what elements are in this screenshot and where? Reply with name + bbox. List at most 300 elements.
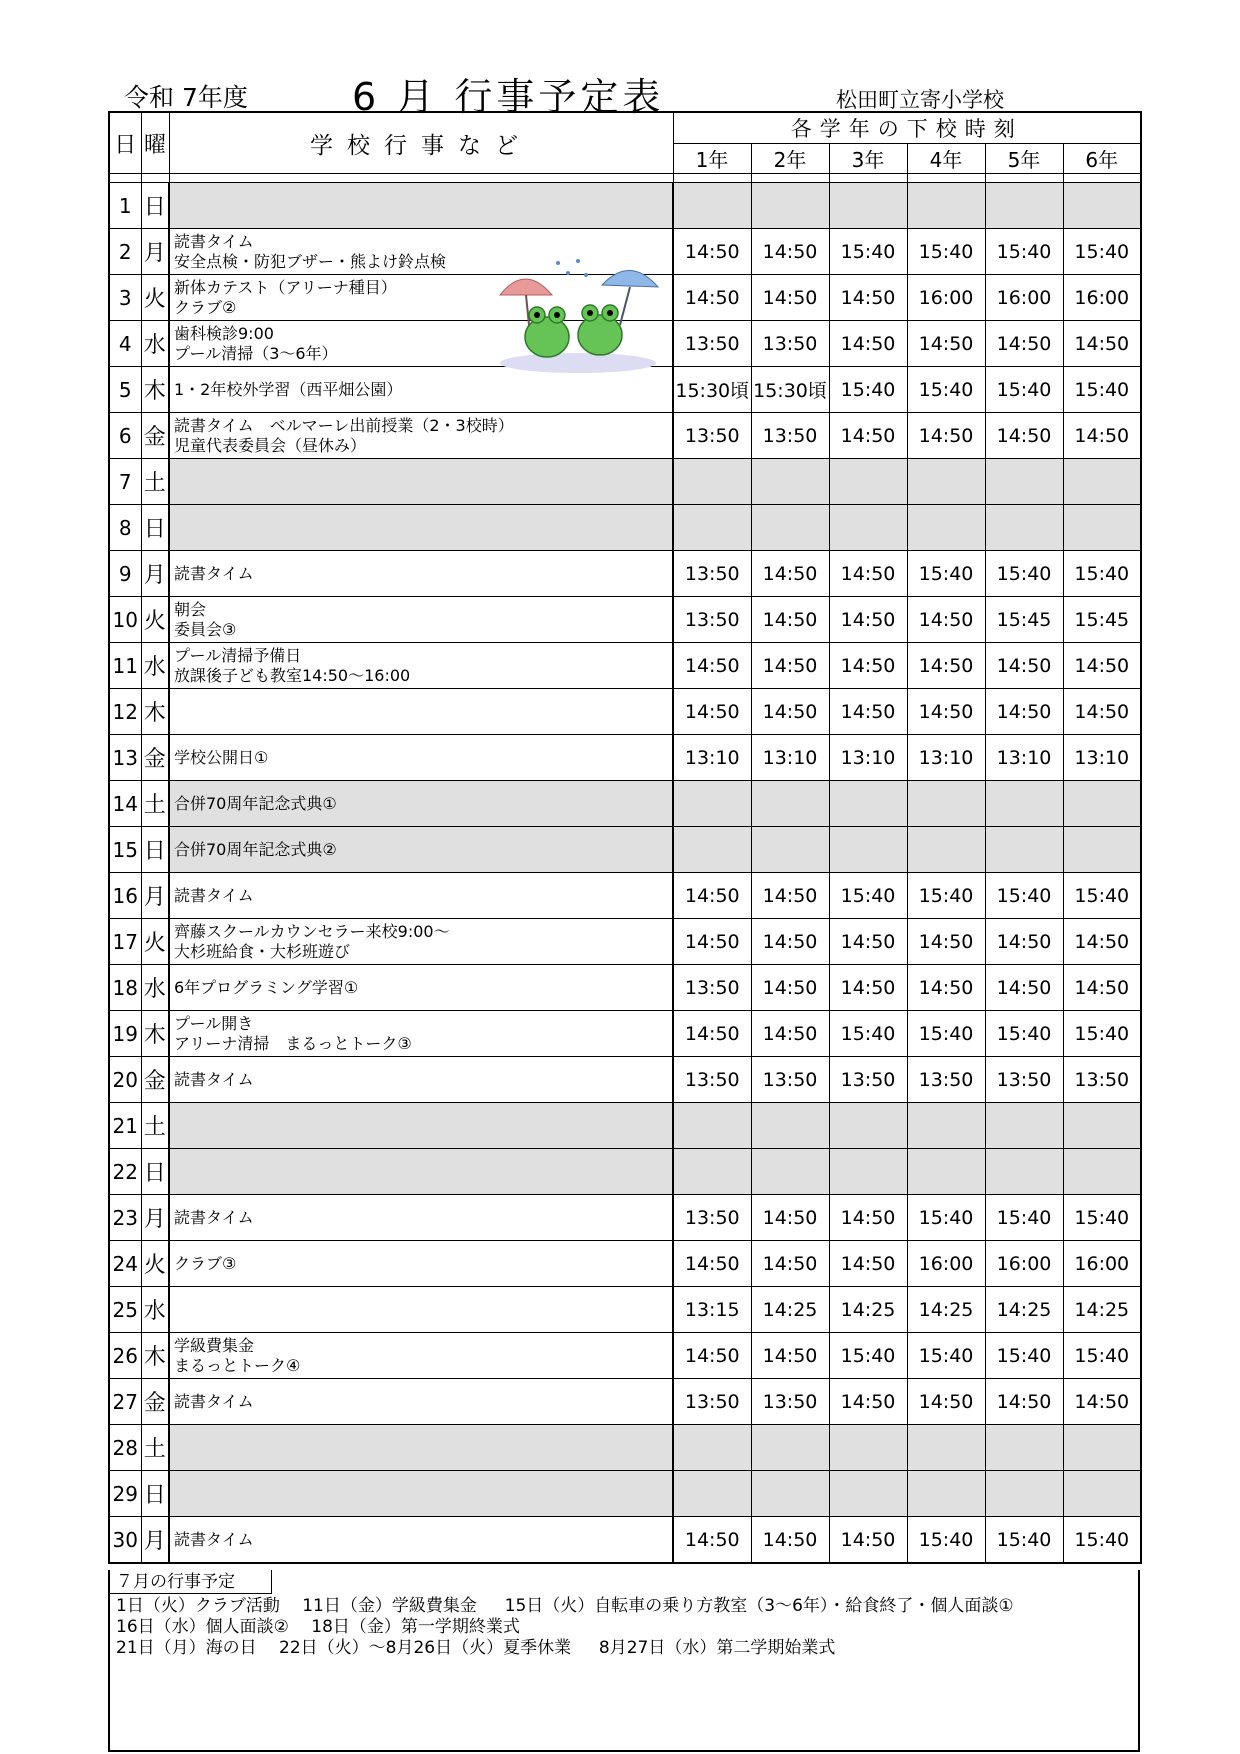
dismissal-time-cell: 13:10 bbox=[829, 735, 907, 781]
event-line: 朝会 bbox=[174, 599, 207, 619]
dismissal-time-cell: 15:40 bbox=[907, 873, 985, 919]
dismissal-time-cell: 15:40 bbox=[1063, 1011, 1141, 1057]
dismissal-time-cell: 13:10 bbox=[673, 735, 751, 781]
dismissal-time-cell: 14:50 bbox=[1063, 689, 1141, 735]
weekday: 木 bbox=[141, 367, 169, 413]
weekday: 日 bbox=[141, 1149, 169, 1195]
schedule-row bbox=[109, 459, 1141, 505]
dismissal-time-cell: 15:40 bbox=[1063, 873, 1141, 919]
dismissal-time-cell: 14:50 bbox=[673, 1333, 751, 1379]
dismissal-time-cell bbox=[985, 1425, 1063, 1471]
event-line: プール開き bbox=[174, 1013, 254, 1033]
weekday: 月 bbox=[141, 229, 169, 275]
events-column-header: 学校行事など bbox=[169, 112, 673, 174]
dismissal-time-cell: 14:50 bbox=[673, 1011, 751, 1057]
dismissal-time-cell: 14:50 bbox=[751, 597, 829, 643]
dismissal-time-cell: 13:50 bbox=[751, 1057, 829, 1103]
event-cell bbox=[169, 689, 673, 735]
dismissal-time-cell: 14:50 bbox=[985, 1379, 1063, 1425]
weekday: 水 bbox=[141, 643, 169, 689]
frog-left-icon bbox=[525, 307, 569, 357]
dismissal-time-cell bbox=[751, 1471, 829, 1517]
schedule-row bbox=[109, 827, 1141, 873]
weekday: 火 bbox=[141, 919, 169, 965]
frogs-with-umbrellas-illustration bbox=[490, 255, 665, 375]
dismissal-time-cell: 14:50 bbox=[907, 597, 985, 643]
dismissal-time-cell: 14:50 bbox=[673, 1241, 751, 1287]
dismissal-time-cell: 14:50 bbox=[1063, 643, 1141, 689]
dismissal-time-cell: 14:50 bbox=[829, 597, 907, 643]
dismissal-time-cell bbox=[1063, 827, 1141, 873]
event-line: 読書タイム bbox=[174, 1529, 254, 1549]
day-number: 26 bbox=[109, 1333, 141, 1379]
event-line: プール清掃予備日 bbox=[174, 645, 302, 665]
event-line: アリーナ清掃 まるっとトーク③ bbox=[174, 1033, 412, 1053]
dismissal-time-cell: 15:40 bbox=[985, 1195, 1063, 1241]
dismissal-time-cell: 15:40 bbox=[1063, 1517, 1141, 1564]
day-number: 10 bbox=[109, 597, 141, 643]
dismissal-time-cell: 15:40 bbox=[829, 367, 907, 413]
schedule-row bbox=[109, 551, 1141, 597]
event-line: 齊藤スクールカウンセラー来校9:00～ bbox=[174, 921, 450, 941]
event-line: 読書タイム bbox=[174, 1207, 254, 1227]
schedule-row bbox=[109, 1379, 1141, 1425]
day-number: 22 bbox=[109, 1149, 141, 1195]
dismissal-time-cell: 15:45 bbox=[985, 597, 1063, 643]
dismissal-time-cell bbox=[907, 1471, 985, 1517]
day-number: 7 bbox=[109, 459, 141, 505]
weekday: 火 bbox=[141, 1241, 169, 1287]
schedule-row bbox=[109, 597, 1141, 643]
weekday: 日 bbox=[141, 1471, 169, 1517]
dismissal-times-header: 各学年の下校時刻 bbox=[673, 112, 1141, 144]
dismissal-time-cell: 13:50 bbox=[673, 1379, 751, 1425]
dismissal-time-cell: 13:50 bbox=[985, 1057, 1063, 1103]
weekday: 日 bbox=[141, 505, 169, 551]
dismissal-time-cell: 14:50 bbox=[829, 965, 907, 1011]
event-line: 新体カテスト（アリーナ種目） bbox=[174, 277, 397, 297]
dismissal-time-cell: 14:50 bbox=[985, 413, 1063, 459]
schedule-row bbox=[109, 1241, 1141, 1287]
grade-header: 1年 bbox=[673, 144, 751, 174]
weekday: 木 bbox=[141, 1011, 169, 1057]
weekday: 土 bbox=[141, 459, 169, 505]
grade-header: 3年 bbox=[829, 144, 907, 174]
event-cell bbox=[169, 827, 673, 873]
dismissal-time-cell bbox=[673, 1471, 751, 1517]
weekday: 火 bbox=[141, 275, 169, 321]
schedule-row bbox=[109, 505, 1141, 551]
dismissal-time-cell: 15:40 bbox=[985, 1333, 1063, 1379]
day-number: 17 bbox=[109, 919, 141, 965]
dismissal-time-cell: 13:50 bbox=[673, 551, 751, 597]
dismissal-time-cell: 14:50 bbox=[829, 275, 907, 321]
day-number: 30 bbox=[109, 1517, 141, 1564]
day-number: 3 bbox=[109, 275, 141, 321]
dismissal-time-cell bbox=[907, 1103, 985, 1149]
day-number: 20 bbox=[109, 1057, 141, 1103]
event-cell bbox=[169, 919, 673, 965]
dismissal-time-cell bbox=[673, 827, 751, 873]
dismissal-time-cell bbox=[1063, 781, 1141, 827]
event-line: 大杉班給食・大杉班遊び bbox=[174, 941, 351, 961]
dismissal-time-cell: 15:40 bbox=[1063, 1333, 1141, 1379]
dismissal-time-cell: 15:40 bbox=[1063, 229, 1141, 275]
dismissal-time-cell bbox=[985, 1149, 1063, 1195]
dismissal-time-cell: 16:00 bbox=[985, 1241, 1063, 1287]
weekday: 木 bbox=[141, 1333, 169, 1379]
dismissal-time-cell bbox=[907, 781, 985, 827]
event-cell bbox=[169, 873, 673, 919]
event-cell bbox=[169, 1425, 673, 1471]
dismissal-time-cell: 14:50 bbox=[1063, 965, 1141, 1011]
dismissal-time-cell bbox=[1063, 505, 1141, 551]
day-number: 19 bbox=[109, 1011, 141, 1057]
event-line: 読書タイム bbox=[174, 1391, 254, 1411]
event-line: 6年プログラミング学習① bbox=[174, 977, 359, 997]
dismissal-time-cell: 14:50 bbox=[985, 965, 1063, 1011]
dismissal-time-cell: 15:40 bbox=[985, 1517, 1063, 1564]
dismissal-time-cell: 14:50 bbox=[829, 1379, 907, 1425]
event-line: プール清掃（3～6年） bbox=[174, 343, 338, 363]
event-line: 学級費集金 bbox=[174, 1335, 255, 1355]
weekday-column-header: 曜 bbox=[141, 112, 169, 174]
dismissal-time-cell: 14:50 bbox=[751, 1241, 829, 1287]
event-cell bbox=[169, 781, 673, 827]
day-number: 27 bbox=[109, 1379, 141, 1425]
dismissal-time-cell: 15:30頃 bbox=[751, 367, 829, 413]
day-number: 2 bbox=[109, 229, 141, 275]
event-cell bbox=[169, 597, 673, 643]
dismissal-time-cell: 14:50 bbox=[751, 275, 829, 321]
dismissal-time-cell: 14:50 bbox=[829, 643, 907, 689]
dismissal-time-cell: 13:50 bbox=[673, 1195, 751, 1241]
dismissal-time-cell bbox=[985, 1103, 1063, 1149]
dismissal-time-cell: 14:50 bbox=[1063, 321, 1141, 367]
dismissal-time-cell bbox=[829, 781, 907, 827]
day-number: 4 bbox=[109, 321, 141, 367]
schedule-row bbox=[109, 689, 1141, 735]
day-number: 9 bbox=[109, 551, 141, 597]
dismissal-time-cell bbox=[985, 183, 1063, 229]
event-line: 読書タイム bbox=[174, 231, 254, 251]
dismissal-time-cell bbox=[829, 459, 907, 505]
dismissal-time-cell bbox=[985, 827, 1063, 873]
event-line: まるっとトーク④ bbox=[174, 1355, 301, 1375]
event-cell bbox=[169, 1241, 673, 1287]
dismissal-time-cell bbox=[829, 1149, 907, 1195]
day-number: 29 bbox=[109, 1471, 141, 1517]
event-cell bbox=[169, 1057, 673, 1103]
dismissal-time-cell bbox=[751, 1149, 829, 1195]
day-number: 5 bbox=[109, 367, 141, 413]
dismissal-time-cell: 15:40 bbox=[907, 367, 985, 413]
dismissal-time-cell: 14:50 bbox=[673, 229, 751, 275]
event-cell bbox=[169, 1149, 673, 1195]
dismissal-time-cell bbox=[673, 505, 751, 551]
dismissal-time-cell bbox=[751, 505, 829, 551]
page-title: 6 月 行事予定表 bbox=[352, 75, 665, 119]
dismissal-time-cell bbox=[673, 459, 751, 505]
july-events-line: 1日（火）クラブ活動 11日（金）学級費集金 15日（火）自転車の乗り方教室（3～6年）・給食終了・個人面談① bbox=[116, 1596, 1014, 1616]
weekday: 水 bbox=[141, 321, 169, 367]
dismissal-time-cell: 14:50 bbox=[829, 689, 907, 735]
raindrops-icon bbox=[556, 259, 588, 277]
event-line: 児童代表委員会（昼休み） bbox=[174, 435, 367, 455]
dismissal-time-cell: 14:50 bbox=[907, 689, 985, 735]
dismissal-time-cell bbox=[985, 781, 1063, 827]
dismissal-time-cell bbox=[1063, 1471, 1141, 1517]
schedule-row bbox=[109, 735, 1141, 781]
dismissal-time-cell: 13:50 bbox=[1063, 1057, 1141, 1103]
dismissal-time-cell: 14:50 bbox=[673, 689, 751, 735]
dismissal-time-cell: 14:50 bbox=[985, 919, 1063, 965]
weekday: 金 bbox=[141, 1057, 169, 1103]
event-line: 合併70周年記念式典② bbox=[174, 839, 337, 859]
schedule-row bbox=[109, 1149, 1141, 1195]
dismissal-time-cell: 14:50 bbox=[751, 1333, 829, 1379]
schedule-row bbox=[109, 873, 1141, 919]
dismissal-time-cell: 13:50 bbox=[673, 1057, 751, 1103]
dismissal-time-cell: 14:50 bbox=[985, 689, 1063, 735]
dismissal-time-cell: 14:25 bbox=[1063, 1287, 1141, 1333]
dismissal-time-cell: 14:50 bbox=[673, 275, 751, 321]
dismissal-time-cell: 14:25 bbox=[985, 1287, 1063, 1333]
dismissal-time-cell: 14:50 bbox=[907, 919, 985, 965]
event-line: 安全点検・防犯ブザー・熊よけ鈴点検 bbox=[174, 251, 447, 271]
weekday: 月 bbox=[141, 1517, 169, 1564]
fiscal-year-label: 令和 7年度 bbox=[124, 83, 248, 112]
dismissal-time-cell: 15:40 bbox=[985, 873, 1063, 919]
event-cell bbox=[169, 1103, 673, 1149]
day-number: 15 bbox=[109, 827, 141, 873]
dismissal-time-cell bbox=[1063, 1103, 1141, 1149]
day-number: 24 bbox=[109, 1241, 141, 1287]
school-name: 松田町立寄小学校 bbox=[836, 88, 1004, 112]
dismissal-time-cell bbox=[1063, 1425, 1141, 1471]
weekday: 日 bbox=[141, 827, 169, 873]
dismissal-time-cell: 14:50 bbox=[751, 643, 829, 689]
july-events-box bbox=[108, 1570, 1140, 1752]
grade-header: 4年 bbox=[907, 144, 985, 174]
dismissal-time-cell: 15:40 bbox=[1063, 551, 1141, 597]
event-line: 学校公開日① bbox=[174, 747, 269, 767]
dismissal-time-cell bbox=[829, 505, 907, 551]
puddle-shape bbox=[500, 353, 656, 373]
dismissal-time-cell: 13:50 bbox=[673, 597, 751, 643]
schedule-row bbox=[109, 183, 1141, 229]
dismissal-time-cell: 14:50 bbox=[829, 1241, 907, 1287]
dismissal-time-cell bbox=[1063, 183, 1141, 229]
dismissal-time-cell: 15:40 bbox=[985, 551, 1063, 597]
dismissal-time-cell: 14:50 bbox=[907, 413, 985, 459]
dismissal-time-cell: 14:50 bbox=[829, 321, 907, 367]
dismissal-time-cell: 15:40 bbox=[907, 1517, 985, 1564]
weekday: 日 bbox=[141, 183, 169, 229]
dismissal-time-cell: 14:50 bbox=[829, 413, 907, 459]
dismissal-time-cell bbox=[751, 459, 829, 505]
event-cell bbox=[169, 735, 673, 781]
event-line: 1・2年校外学習（西平畑公園） bbox=[174, 379, 403, 399]
dismissal-time-cell: 16:00 bbox=[1063, 275, 1141, 321]
weekday: 月 bbox=[141, 873, 169, 919]
weekday: 土 bbox=[141, 781, 169, 827]
dismissal-time-cell: 15:30頃 bbox=[673, 367, 751, 413]
weekday: 土 bbox=[141, 1103, 169, 1149]
event-cell bbox=[169, 1287, 673, 1333]
weekday: 金 bbox=[141, 735, 169, 781]
frog-right-icon bbox=[578, 305, 622, 355]
dismissal-time-cell: 14:50 bbox=[673, 919, 751, 965]
dismissal-time-cell: 15:40 bbox=[829, 873, 907, 919]
schedule-row bbox=[109, 1011, 1141, 1057]
dismissal-time-cell: 14:50 bbox=[985, 321, 1063, 367]
july-events-line: 16日（水）個人面談② 18日（金）第一学期終業式 bbox=[116, 1617, 520, 1637]
event-line: 委員会③ bbox=[174, 619, 237, 639]
dismissal-time-cell bbox=[751, 1103, 829, 1149]
dismissal-time-cell bbox=[1063, 459, 1141, 505]
dismissal-time-cell: 15:40 bbox=[1063, 1195, 1141, 1241]
dismissal-time-cell: 13:10 bbox=[1063, 735, 1141, 781]
event-cell bbox=[169, 965, 673, 1011]
event-cell bbox=[169, 643, 673, 689]
dismissal-time-cell: 15:40 bbox=[907, 229, 985, 275]
dismissal-time-cell bbox=[907, 459, 985, 505]
event-cell bbox=[169, 1195, 673, 1241]
dismissal-time-cell: 14:50 bbox=[751, 1011, 829, 1057]
dismissal-time-cell: 14:50 bbox=[1063, 919, 1141, 965]
schedule-row bbox=[109, 1103, 1141, 1149]
weekday: 金 bbox=[141, 1379, 169, 1425]
dismissal-time-cell: 13:50 bbox=[751, 413, 829, 459]
dismissal-time-cell: 15:40 bbox=[829, 1011, 907, 1057]
dismissal-time-cell: 13:50 bbox=[673, 965, 751, 1011]
event-line: 読書タイム bbox=[174, 1069, 254, 1089]
dismissal-time-cell: 14:50 bbox=[673, 643, 751, 689]
schedule-row bbox=[109, 1287, 1141, 1333]
dismissal-time-cell bbox=[673, 1103, 751, 1149]
dismissal-time-cell bbox=[907, 1149, 985, 1195]
weekday: 水 bbox=[141, 1287, 169, 1333]
dismissal-time-cell: 16:00 bbox=[1063, 1241, 1141, 1287]
dismissal-time-cell bbox=[985, 459, 1063, 505]
dismissal-time-cell bbox=[751, 183, 829, 229]
weekday: 火 bbox=[141, 597, 169, 643]
event-line: クラブ② bbox=[174, 297, 237, 317]
dismissal-time-cell: 15:40 bbox=[907, 551, 985, 597]
dismissal-time-cell: 13:50 bbox=[751, 1379, 829, 1425]
july-events-label: ７月の行事予定 bbox=[110, 1570, 272, 1594]
dismissal-time-cell: 13:50 bbox=[673, 413, 751, 459]
dismissal-time-cell: 15:40 bbox=[985, 367, 1063, 413]
event-cell bbox=[169, 551, 673, 597]
weekday: 月 bbox=[141, 551, 169, 597]
dismissal-time-cell bbox=[673, 781, 751, 827]
dismissal-time-cell: 13:10 bbox=[907, 735, 985, 781]
schedule-row bbox=[109, 1057, 1141, 1103]
day-number: 6 bbox=[109, 413, 141, 459]
event-line: 放課後子ども教室14:50～16:00 bbox=[174, 665, 411, 685]
dismissal-time-cell: 14:50 bbox=[751, 229, 829, 275]
event-line: 合併70周年記念式典① bbox=[174, 793, 337, 813]
dismissal-time-cell: 13:10 bbox=[751, 735, 829, 781]
event-line: 読書タイム ベルマーレ出前授業（2・3校時） bbox=[174, 415, 514, 435]
dismissal-time-cell: 14:50 bbox=[673, 1517, 751, 1564]
dismissal-time-cell: 14:50 bbox=[907, 965, 985, 1011]
dismissal-time-cell: 16:00 bbox=[907, 1241, 985, 1287]
dismissal-time-cell bbox=[907, 827, 985, 873]
schedule-row bbox=[109, 919, 1141, 965]
event-line: クラブ③ bbox=[174, 1253, 237, 1273]
dismissal-time-cell: 14:50 bbox=[829, 1517, 907, 1564]
dismissal-time-cell bbox=[829, 1425, 907, 1471]
grade-header: 2年 bbox=[751, 144, 829, 174]
dismissal-time-cell: 14:50 bbox=[907, 1379, 985, 1425]
dismissal-time-cell bbox=[907, 505, 985, 551]
day-number: 25 bbox=[109, 1287, 141, 1333]
dismissal-time-cell bbox=[907, 1425, 985, 1471]
dismissal-time-cell: 14:50 bbox=[1063, 1379, 1141, 1425]
dismissal-time-cell bbox=[751, 1425, 829, 1471]
event-line: 読書タイム bbox=[174, 885, 254, 905]
dismissal-time-cell: 13:50 bbox=[751, 321, 829, 367]
day-number: 21 bbox=[109, 1103, 141, 1149]
dismissal-time-cell bbox=[907, 183, 985, 229]
schedule-row bbox=[109, 781, 1141, 827]
dismissal-time-cell: 14:50 bbox=[829, 551, 907, 597]
dismissal-time-cell: 13:50 bbox=[829, 1057, 907, 1103]
schedule-rows bbox=[109, 183, 1141, 1564]
schedule-row bbox=[109, 643, 1141, 689]
dismissal-time-cell bbox=[751, 781, 829, 827]
schedule-row bbox=[109, 1517, 1141, 1564]
dismissal-time-cell: 15:40 bbox=[829, 229, 907, 275]
dismissal-time-cell bbox=[751, 827, 829, 873]
event-cell bbox=[169, 1517, 673, 1564]
grade-header: 6年 bbox=[1063, 144, 1141, 174]
day-number: 28 bbox=[109, 1425, 141, 1471]
schedule-row bbox=[109, 1425, 1141, 1471]
event-cell bbox=[169, 1379, 673, 1425]
dismissal-time-cell: 15:40 bbox=[985, 1011, 1063, 1057]
day-column-header: 日 bbox=[109, 112, 141, 174]
dismissal-time-cell: 15:40 bbox=[985, 229, 1063, 275]
dismissal-time-cell bbox=[829, 183, 907, 229]
day-number: 11 bbox=[109, 643, 141, 689]
july-events-lines bbox=[116, 1596, 1014, 1659]
dismissal-time-cell: 14:50 bbox=[907, 321, 985, 367]
day-number: 16 bbox=[109, 873, 141, 919]
event-cell bbox=[169, 183, 673, 229]
dismissal-time-cell: 14:50 bbox=[829, 919, 907, 965]
dismissal-time-cell: 14:50 bbox=[1063, 413, 1141, 459]
dismissal-time-cell: 14:50 bbox=[907, 643, 985, 689]
blue-umbrella-icon bbox=[602, 270, 658, 287]
dismissal-time-cell: 14:50 bbox=[751, 689, 829, 735]
schedule-row bbox=[109, 1333, 1141, 1379]
dismissal-time-cell: 13:50 bbox=[907, 1057, 985, 1103]
event-cell bbox=[169, 459, 673, 505]
dismissal-time-cell: 13:10 bbox=[985, 735, 1063, 781]
dismissal-time-cell: 15:40 bbox=[907, 1195, 985, 1241]
weekday: 月 bbox=[141, 1195, 169, 1241]
dismissal-time-cell: 16:00 bbox=[985, 275, 1063, 321]
weekday: 木 bbox=[141, 689, 169, 735]
dismissal-time-cell: 14:50 bbox=[751, 965, 829, 1011]
day-number: 12 bbox=[109, 689, 141, 735]
dismissal-time-cell: 14:50 bbox=[751, 551, 829, 597]
dismissal-time-cell bbox=[985, 1471, 1063, 1517]
